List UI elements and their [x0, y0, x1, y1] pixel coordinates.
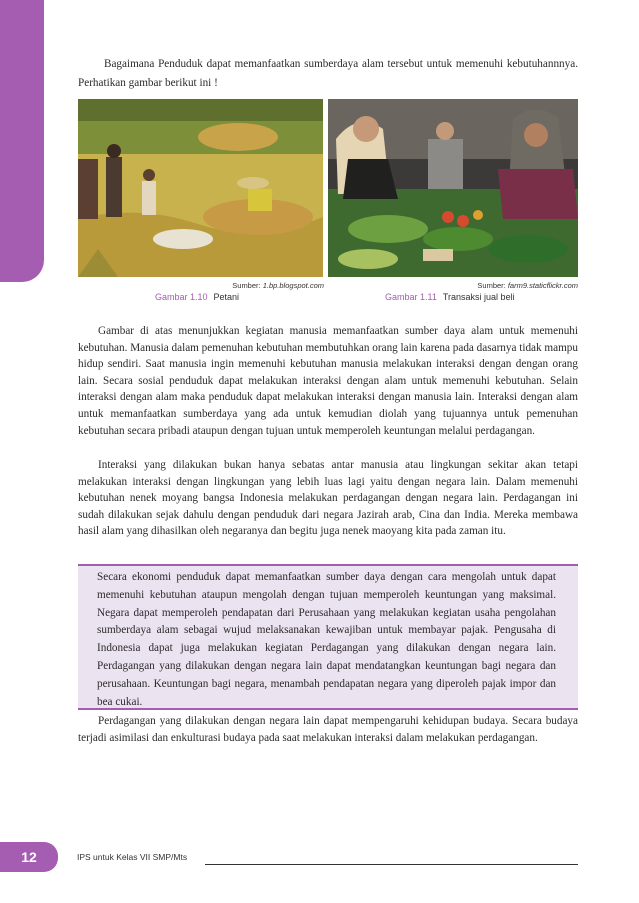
figure-number-1: Gambar 1.10 [155, 292, 208, 302]
highlight-box [78, 564, 578, 710]
footer-book-title: IPS untuk Kelas VII SMP/Mts [77, 852, 188, 862]
figure-title-1: Petani [213, 292, 240, 302]
figure-source-1: Sumber: 1.bp.blogspot.com [232, 281, 324, 290]
highlight-box-text: Secara ekonomi penduduk dapat memanfaatkan sumber daya dengan cara mengolah untuk dapat memenuhi kebutuhan ataupun mengolah dengan tujuan memperoleh keuntungan yang maksimal. Negara dapat memperoleh pendapatan dari Perusahaan yang melakukan kegiatan usaha pengolahan sumberdaya alam sebagai wujud melaksanakan kewajiban untuk membayar pajak. Pengusaha di Indonesia dapat juga melakukan kegiatan Perdagangan yang dilakukan dengan negara lain. Perdagangan yang dilakukan dengan negara lain dapat mendatangkan keuntungan bagi negara dan perusahaan. Keuntungan bagi negara, menambah pendapatan negara yang diperoleh pajak impor dan bea cukai. [97, 571, 556, 708]
body-paragraph-2: Interaksi yang dilakukan bukan hanya sebatas antar manusia atau lingkungan sekitar akan tetapi melakukan interaksi dengan lingkungan yang lebih luas lagi yaitu dengan negara lain. Dalam memenuhi kebutuhan nenek moyang bangsa Indonesia melakukan perdagangan dengan negara lain. Perdagangan ini sudah dilakukan sejak dahulu dengan penduduk dari negara Jazirah arab, Cina dan India. Mereka membawa hasil alam yang dihasilkan oleh negaranya dan begitu juga nenek maoyang kita pada zaman itu. [78, 459, 578, 538]
side-tab [0, 0, 44, 282]
figure-title-2: Transaksi jual beli [442, 292, 515, 302]
farmer-photo [78, 99, 323, 277]
figure-caption-1 [155, 292, 239, 302]
page-number: 12 [0, 842, 58, 872]
market-photo [328, 99, 578, 277]
figure-source-2: Sumber: farm9.staticflickr.com [477, 281, 578, 290]
footer-rule [205, 864, 578, 865]
body-paragraph-3: Perdagangan yang dilakukan dengan negara lain dapat mempengaruhi kehidupan budaya. Secara budaya terjadi asimilasi dan enkulturasi budaya pada saat melakukan interaksi dalam melakukan perdagangan. [78, 715, 578, 744]
figure-caption-2 [385, 292, 515, 302]
body-paragraph-1: Gambar di atas menunjukkan kegiatan manusia memanfaatkan sumber daya alam untuk memenuhi kebutuhan. Manusia dalam pemenuhan kebutuhan membutuhkan orang lain karena pada dasarnya tidak mampu hidup sendiri. Saat manusia ingin memenuhi kebutuhan manusia melakukan interaksi dengan dengan orang lain. Secara sosial penduduk dapat melakukan interaksi dengan alam untuk memenuhi kebutuhan. Selain interaksi dengan alam maka penduduk dapat melakukan interaksi dengan manusia lain. Interaksi dengan alam untuk memanfaatkan sumberdaya yang ada untuk kemudian diolah yang tujuannya untuk pemenuhan kebutuhan secara pribadi ataupun dengan tujuan untuk memperoleh keuntungan melalui perdagangan. [78, 325, 578, 437]
figure-number-2: Gambar 1.11 [385, 292, 437, 302]
intro-paragraph: Bagaimana Penduduk dapat memanfaatkan sumberdaya alam tersebut untuk memenuhi kebutuhannnya. Perhatikan gambar berikut ini ! [78, 58, 578, 89]
